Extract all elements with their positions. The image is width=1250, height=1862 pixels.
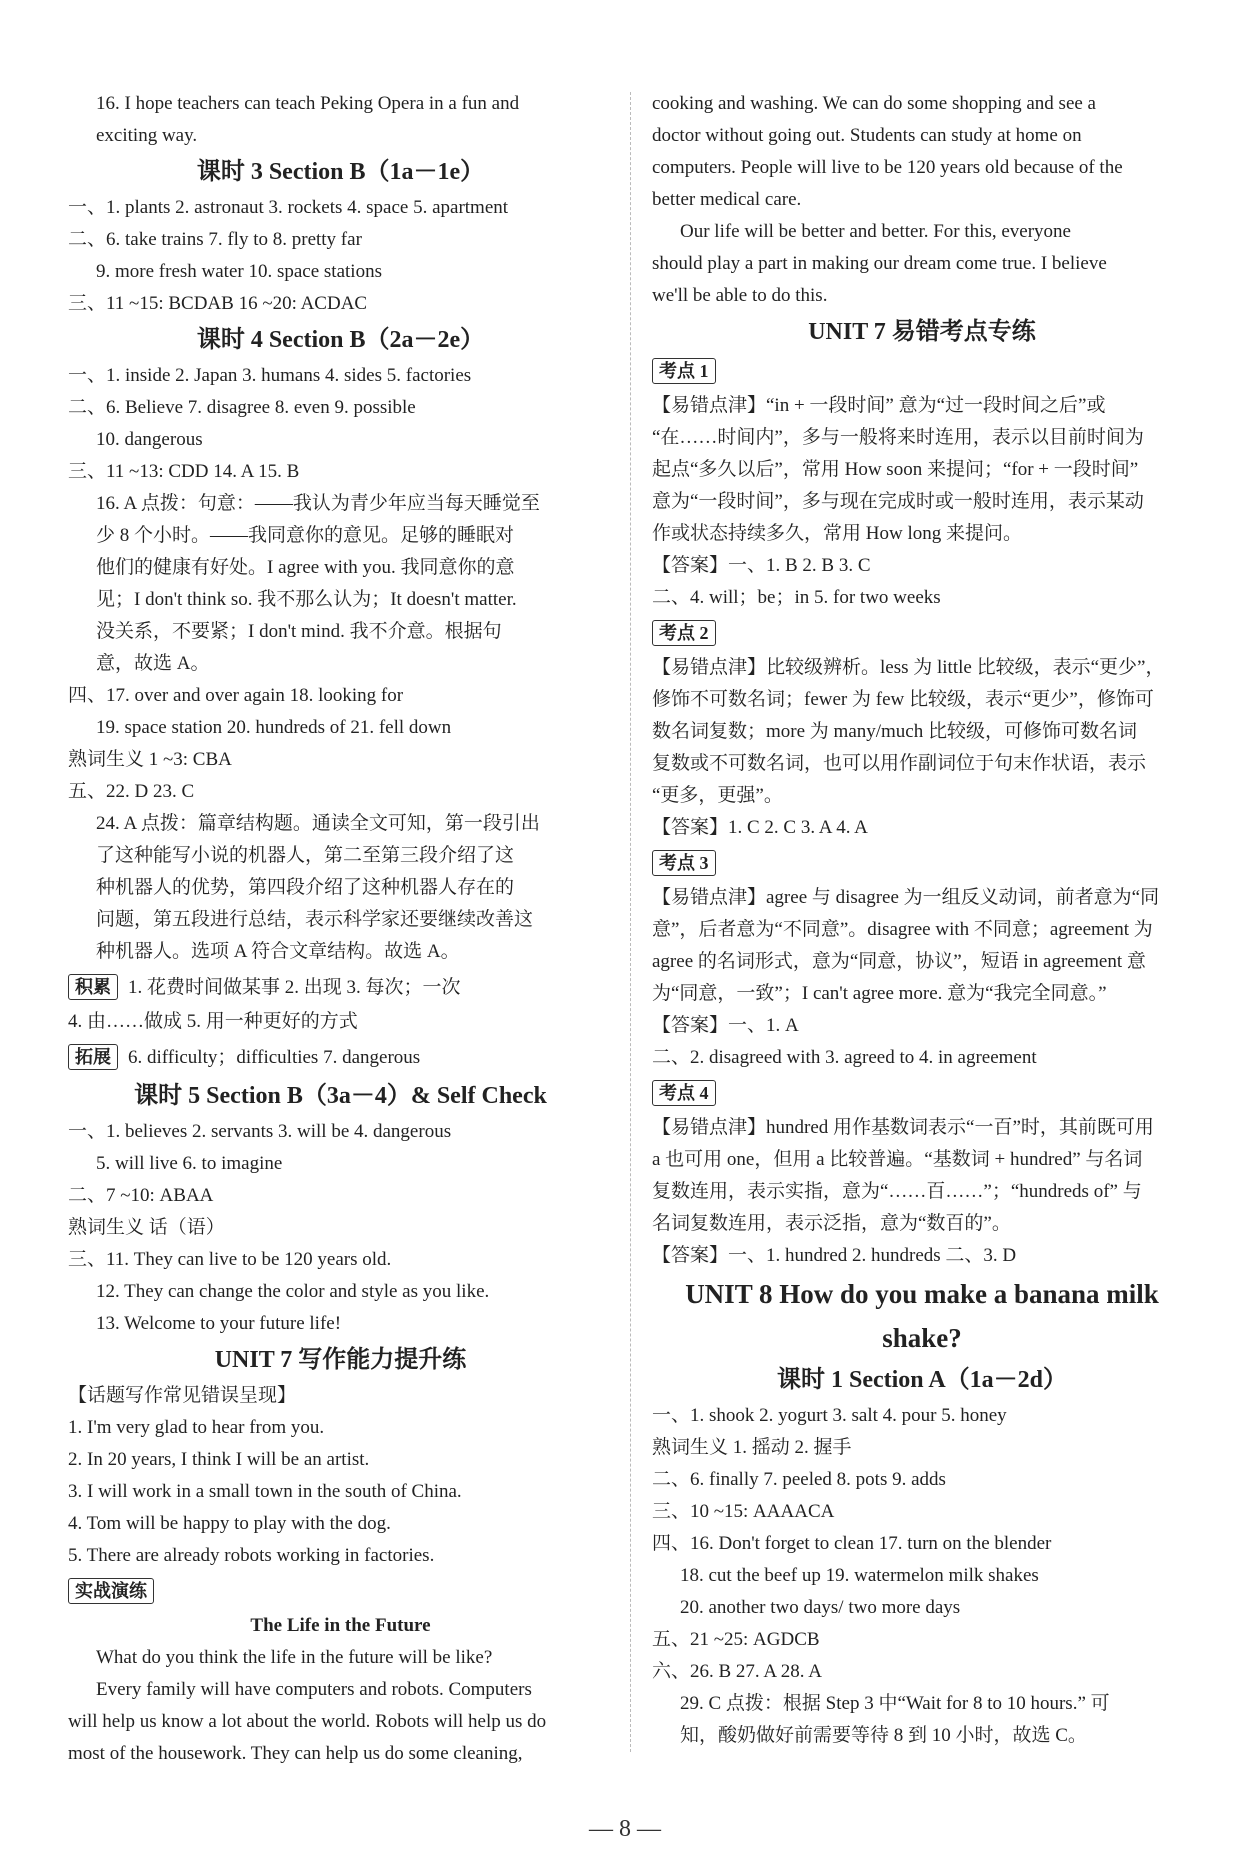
- labeled-line: [652, 356, 1192, 388]
- box-label: 拓展: [68, 1044, 118, 1070]
- box-label: 实战演练: [68, 1578, 154, 1604]
- text-line: 三、11 ~13: CDD 14. A 15. B: [68, 461, 300, 482]
- box-label: 考点 1: [652, 358, 716, 384]
- text-line: 16. A 点拨：句意：——我认为青少年应当每天睡觉至: [96, 493, 540, 514]
- text-line: 【易错点津】比较级辨析。less 为 little 比较级，表示“更少”，: [652, 657, 1165, 678]
- text-line: 种机器人的优势，第四段介绍了这种机器人存在的: [96, 877, 515, 898]
- text-line: “在……时间内”，多与一般将来时连用，表示以目前时间为: [652, 427, 1144, 448]
- text-line: agree 的名词形式，意为“同意，协议”，短语 in agreement 意: [652, 951, 1146, 972]
- section-heading: 课时 4 Section B（2a－2e）: [196, 327, 485, 353]
- text-line: 13. Welcome to your future life!: [96, 1313, 342, 1334]
- text-line: computers. People will live to be 120 years old because of the: [652, 157, 1123, 178]
- text-line: 作或状态持续多久，常用 How long 来提问。: [652, 523, 1022, 544]
- text-line: 熟词生义 1. 摇动 2. 握手: [652, 1437, 852, 1458]
- text-line: 4. 由……做成 5. 用一种更好的方式: [68, 1011, 358, 1032]
- text-line: Every family will have computers and robots. Computers: [96, 1679, 532, 1700]
- text-line: 名词复数连用，表示泛指，意为“数百的”。: [652, 1213, 1011, 1234]
- text-line: 二、4. will；be；in 5. for two weeks: [652, 587, 941, 608]
- text-line: we'll be able to do this.: [652, 285, 828, 306]
- text-line: 意，故选 A。: [96, 653, 210, 674]
- box-text: 1. 花费时间做某事 2. 出现 3. 每次；一次: [128, 977, 461, 998]
- text-line: 一、1. believes 2. servants 3. will be 4. dangerous: [68, 1121, 452, 1142]
- text-line: 意”，后者意为“不同意”。disagree with 不同意；agreement 为: [652, 919, 1153, 940]
- text-line: 10. dangerous: [96, 429, 203, 450]
- text-line: 一、1. plants 2. astronaut 3. rockets 4. space 5. apartment: [68, 197, 509, 218]
- section-heading: UNIT 7 写作能力提升练: [214, 1347, 467, 1373]
- text-line: 19. space station 20. hundreds of 21. fell down: [96, 717, 452, 738]
- text-line: What do you think the life in the future will be like?: [96, 1647, 493, 1668]
- text-line: 四、16. Don't forget to clean 17. turn on the blender: [652, 1533, 1052, 1554]
- text-line: 【易错点津】agree 与 disagree 为一组反义动词，前者意为“同: [652, 887, 1160, 908]
- labeled-line: [652, 1078, 1192, 1110]
- text-line: cooking and washing. We can do some shopping and see a: [652, 93, 1096, 114]
- text-line: will help us know a lot about the world. Robots will help us do: [68, 1711, 547, 1732]
- text-line: 29. C 点拨：根据 Step 3 中“Wait for 8 to 10 hours.” 可: [680, 1693, 1110, 1714]
- text-line: 【答案】一、1. hundred 2. hundreds 二、3. D: [652, 1245, 1017, 1266]
- text-line: Our life will be better and better. For this, everyone: [680, 221, 1071, 242]
- text-line: 5. There are already robots working in factories.: [68, 1545, 435, 1566]
- labeled-line: [652, 848, 1192, 880]
- labeled-line: [68, 972, 613, 1004]
- section-heading: 课时 3 Section B（1a－1e）: [196, 159, 485, 185]
- section-heading: 课时 5 Section B（3a－4）& Self Check: [134, 1083, 547, 1109]
- text-line: 二、7 ~10: ABAA: [68, 1185, 214, 1206]
- text-line: 见；I don't think so. 我不那么认为；It doesn't matter.: [96, 589, 517, 610]
- text-line: 24. A 点拨：篇章结构题。通读全文可知，第一段引出: [96, 813, 540, 834]
- text-line: 二、2. disagreed with 3. agreed to 4. in agreement: [652, 1047, 1037, 1068]
- text-line: 3. I will work in a small town in the south of China.: [68, 1481, 462, 1502]
- text-line: 五、22. D 23. C: [68, 781, 195, 802]
- text-line: 4. Tom will be happy to play with the dog.: [68, 1513, 391, 1534]
- text-line: 16. I hope teachers can teach Peking Opera in a fun and: [96, 93, 520, 114]
- text-line: “更多，更强”。: [652, 785, 783, 806]
- text-line: 少 8 个小时。——我同意你的意见。足够的睡眠对: [96, 525, 515, 546]
- box-text: 6. difficulty；difficulties 7. dangerous: [128, 1047, 421, 1068]
- text-line: 熟词生义 话（语）: [68, 1217, 225, 1238]
- text-line: 没关系，不要紧；I don't mind. 我不介意。根据句: [96, 621, 502, 642]
- text-line: 18. cut the beef up 19. watermelon milk shakes: [680, 1565, 1039, 1586]
- text-line: 四、17. over and over again 18. looking for: [68, 685, 404, 706]
- essay-title: The Life in the Future: [250, 1615, 431, 1636]
- unit-heading: UNIT 8 How do you make a banana milk: [685, 1279, 1159, 1309]
- right-column: [652, 88, 1192, 1752]
- box-label: 考点 2: [652, 620, 716, 646]
- text-line: 二、6. take trains 7. fly to 8. pretty far: [68, 229, 362, 250]
- text-line: 五、21 ~25: AGDCB: [652, 1629, 820, 1650]
- text-line: 问题，第五段进行总结，表示科学家还要继续改善这: [96, 909, 534, 930]
- box-label: 考点 4: [652, 1080, 716, 1106]
- text-line: 一、1. inside 2. Japan 3. humans 4. sides 5. factories: [68, 365, 472, 386]
- left-column: [68, 88, 613, 1770]
- text-line: exciting way.: [96, 125, 198, 146]
- text-line: 三、10 ~15: AAAACA: [652, 1501, 835, 1522]
- text-line: 数名词复数；more 为 many/much 比较级，可修饰可数名词: [652, 721, 1137, 742]
- text-line: 20. another two days/ two more days: [680, 1597, 961, 1618]
- labeled-line: [68, 1576, 613, 1608]
- text-line: 种机器人。选项 A 符合文章结构。故选 A。: [96, 941, 460, 962]
- text-line: 二、6. finally 7. peeled 8. pots 9. adds: [652, 1469, 946, 1490]
- text-line: 5. will live 6. to imagine: [96, 1153, 283, 1174]
- section-heading: UNIT 7 易错考点专练: [808, 319, 1036, 345]
- text-line: 【话题写作常见错误呈现】: [68, 1385, 297, 1406]
- text-line: 熟词生义 1 ~3: CBA: [68, 749, 232, 770]
- text-line: 一、1. shook 2. yogurt 3. salt 4. pour 5. honey: [652, 1405, 1007, 1426]
- text-line: 【易错点津】hundred 用作基数词表示“一百”时，其前既可用: [652, 1117, 1154, 1138]
- labeled-line: [652, 618, 1192, 650]
- page-number: — 8 —: [589, 1816, 661, 1842]
- text-line: 三、11. They can live to be 120 years old.: [68, 1249, 392, 1270]
- text-line: 为“同意，一致”；I can't agree more. 意为“我完全同意。”: [652, 983, 1107, 1004]
- text-line: 意为“一段时间”，多与现在完成时或一般时连用，表示某动: [652, 491, 1144, 512]
- text-line: 修饰不可数名词；fewer 为 few 比较级，表示“更少”，修饰可: [652, 689, 1154, 710]
- unit-heading: shake?: [882, 1323, 962, 1353]
- text-line: better medical care.: [652, 189, 802, 210]
- text-line: 【答案】一、1. B 2. B 3. C: [652, 555, 871, 576]
- column-divider: [630, 92, 631, 1752]
- text-line: 他们的健康有好处。I agree with you. 我同意你的意: [96, 557, 515, 578]
- text-line: 2. In 20 years, I think I will be an artist.: [68, 1449, 370, 1470]
- text-line: 六、26. B 27. A 28. A: [652, 1661, 822, 1682]
- text-line: 【答案】一、1. A: [652, 1015, 799, 1036]
- text-line: 复数连用，表示实指，意为“……百……”；“hundreds of” 与: [652, 1181, 1142, 1202]
- text-line: 知，酸奶做好前需要等待 8 到 10 小时，故选 C。: [680, 1725, 1087, 1746]
- text-line: 了这种能写小说的机器人，第二至第三段介绍了这: [96, 845, 515, 866]
- text-line: 12. They can change the color and style as you like.: [96, 1281, 490, 1302]
- text-line: 【易错点津】“in + 一段时间” 意为“过一段时间之后”或: [652, 395, 1106, 416]
- labeled-line: [68, 1042, 613, 1074]
- text-line: 复数或不可数名词，也可以用作副词位于句末作状语，表示: [652, 753, 1147, 774]
- text-line: 三、11 ~15: BCDAB 16 ~20: ACDAC: [68, 293, 368, 314]
- text-line: 1. I'm very glad to hear from you.: [68, 1417, 325, 1438]
- text-line: 二、6. Believe 7. disagree 8. even 9. possible: [68, 397, 416, 418]
- text-line: 起点“多久以后”，常用 How soon 来提问；“for + 一段时间”: [652, 459, 1139, 480]
- text-line: 9. more fresh water 10. space stations: [96, 261, 382, 282]
- text-line: most of the housework. They can help us do some cleaning,: [68, 1743, 523, 1764]
- box-label: 积累: [68, 974, 118, 1000]
- text-line: doctor without going out. Students can study at home on: [652, 125, 1082, 146]
- text-line: a 也可用 one，但用 a 比较普遍。“基数词 + hundred” 与名词: [652, 1149, 1143, 1170]
- box-label: 考点 3: [652, 850, 716, 876]
- text-line: should play a part in making our dream come true. I believe: [652, 253, 1107, 274]
- section-heading: 课时 1 Section A（1a－2d）: [776, 1367, 1067, 1393]
- text-line: 【答案】1. C 2. C 3. A 4. A: [652, 817, 868, 838]
